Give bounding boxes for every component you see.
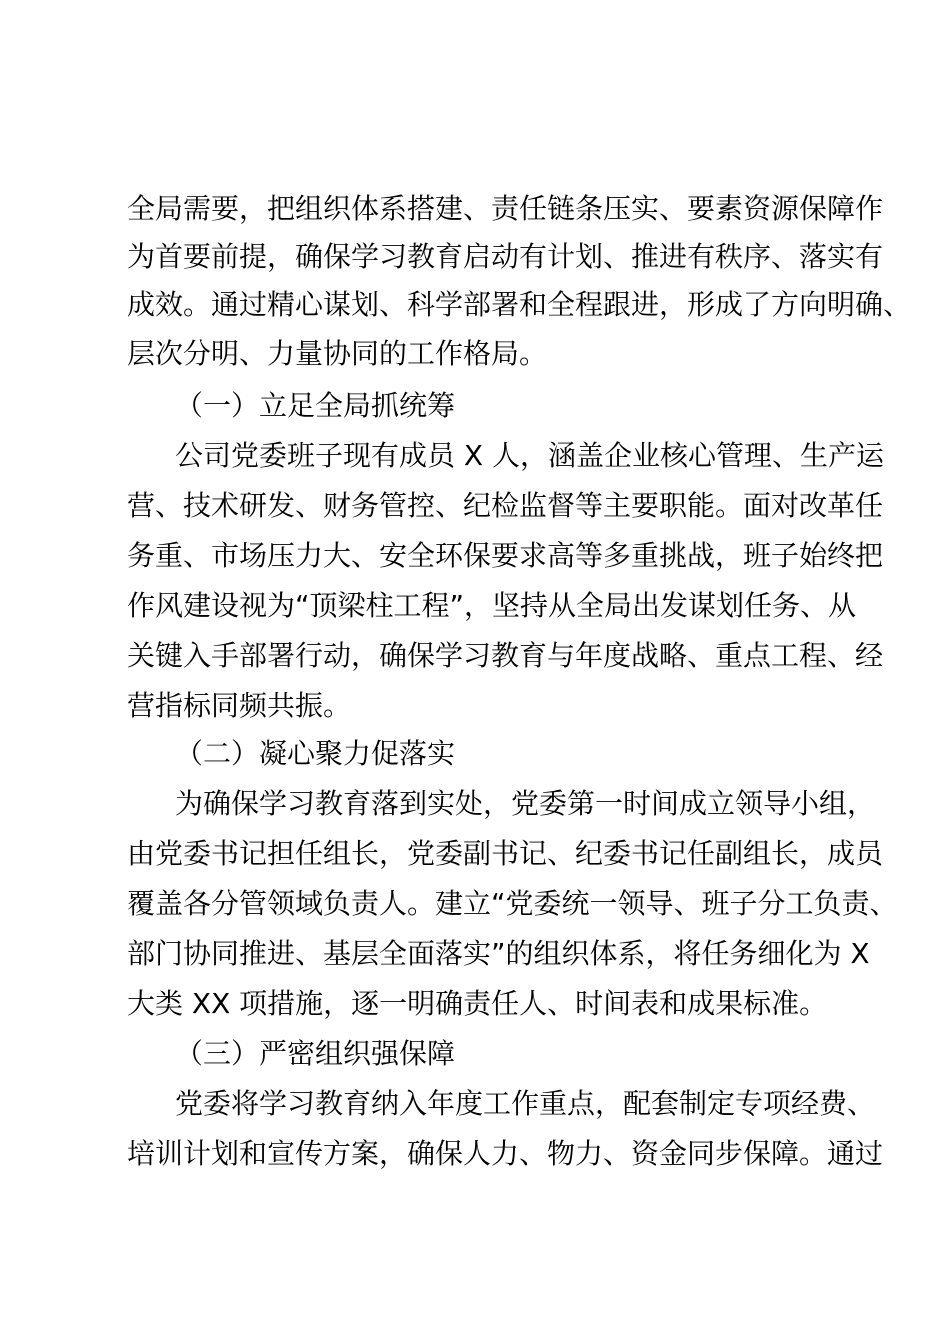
- paragraph-line: 党委将学习教育纳入年度工作重点，配套制定专项经费、: [175, 1087, 876, 1120]
- paragraph-line: 为首要前提，确保学习教育启动有计划、推进有秩序、落实有: [127, 240, 884, 273]
- section-heading: （二）凝心聚力促落实: [175, 737, 456, 770]
- paragraph-line: 由党委书记担任组长，党委副书记、纪委书记任副组长，成员: [127, 837, 884, 870]
- paragraph-line: 部门协同推进、基层全面落实”的组织体系，将任务细化为 X: [127, 937, 870, 970]
- section-heading: （一）立足全局抓统筹: [175, 389, 456, 422]
- paragraph-line: 覆盖各分管领域负责人。建立“党委统一领导、班子分工负责、: [127, 887, 898, 920]
- paragraph-line: 务重、市场压力大、安全环保要求高等多重挑战，班子始终把: [127, 539, 884, 572]
- paragraph-line: 公司党委班子现有成员 X 人，涵盖企业核心管理、生产运: [175, 439, 884, 472]
- paragraph-line: 为确保学习教育落到实处，党委第一时间成立领导小组，: [175, 787, 876, 820]
- paragraph-line: 大类 XX 项措施，逐一明确责任人、时间表和成果标准。: [127, 987, 828, 1020]
- paragraph-line: 全局需要，把组织体系搭建、责任链条压实、要素资源保障作: [127, 192, 884, 225]
- paragraph-line: 关键入手部署行动，确保学习教育与年度战略、重点工程、经: [127, 639, 884, 672]
- paragraph-line: 培训计划和宣传方案，确保人力、物力、资金同步保障。通过: [127, 1137, 884, 1170]
- paragraph-line: 营、技术研发、财务管控、纪检监督等主要职能。面对改革任: [127, 489, 884, 522]
- section-heading: （三）严密组织强保障: [175, 1037, 456, 1070]
- paragraph-line: 营指标同频共振。: [127, 689, 352, 722]
- paragraph-line: 作风建设视为“顶梁柱工程”，坚持从全局出发谋划任务、从: [127, 589, 857, 622]
- paragraph-line: 层次分明、力量协同的工作格局。: [127, 337, 548, 370]
- paragraph-line: 成效。通过精心谋划、科学部署和全程跟进，形成了方向明确、: [127, 288, 912, 321]
